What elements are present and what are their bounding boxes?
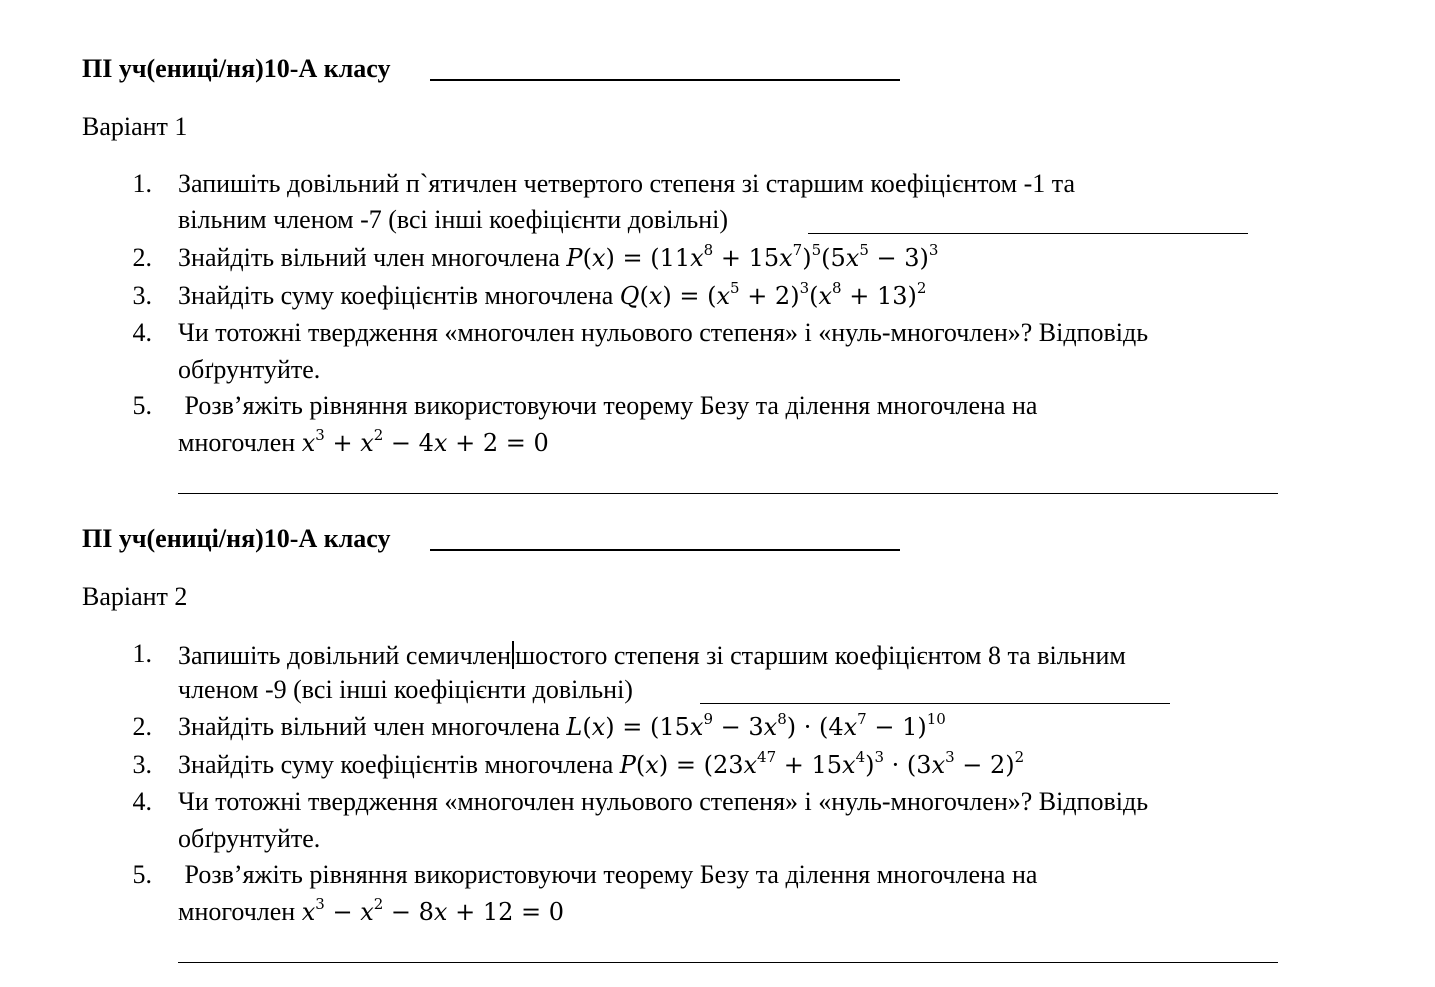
question-2-text: Знайдіть вільний член многочлена (178, 712, 560, 741)
item-number: 4. (132, 787, 152, 816)
item-number: 1. (132, 169, 152, 198)
item-number: 5. (132, 860, 152, 889)
question-3 (178, 748, 1025, 779)
formula: $x^3 + x^2 - 4x + 2 = 0$ (301, 426, 549, 457)
question-2 (178, 710, 946, 741)
question-5-text: многочлен (178, 897, 296, 926)
question-5-line-1: Розв’яжіть рівняння використовуючи теорему Безу та ділення многочлена на (178, 860, 1038, 889)
question-4-line-1: Чи тотожні твердження «многочлен нульового степеня» і «нуль-многочлен»? Відповідь (178, 318, 1149, 347)
variant-title: Варіант 2 (82, 582, 188, 611)
formula: $Q(x) = (x^5 + 2)^3(x^8 + 13)^2$ (619, 279, 927, 310)
question-1-text-a: Запишіть довільний семичлен (178, 641, 512, 670)
question-4-line-1: Чи тотожні твердження «многочлен нульового степеня» і «нуль-многочлен»? Відповідь (178, 787, 1149, 816)
question-3 (178, 279, 927, 310)
formula: $P(x) = (11x^8 + 15x^7)^5(5x^5 - 3)^3$ (566, 241, 939, 272)
text-cursor (512, 641, 514, 669)
item-number: 2. (132, 243, 152, 272)
question-4-line-2: обґрунтуйте. (178, 824, 321, 853)
answer-line[interactable] (178, 493, 1278, 494)
item-number: 3. (132, 281, 152, 310)
item-number: 5. (132, 391, 152, 420)
question-3-text: Знайдіть суму коефіцієнтів многочлена (178, 750, 614, 779)
question-1-line-2: вільним членом -7 (всі інші коефіцієнти довільні) (178, 205, 729, 234)
question-1-line-1: Запишіть довільний п`ятичлен четвертого степеня зі старшим коефіцієнтом -1 та (178, 169, 1075, 198)
question-5-line-2 (178, 895, 565, 926)
question-2 (178, 241, 939, 272)
question-4-line-2: обґрунтуйте. (178, 355, 321, 384)
question-5-text: многочлен (178, 428, 296, 457)
formula: $P(x) = (23x^{47} + 15x^4)^3 \cdot (3x^3 - 2)^2$ (619, 748, 1025, 779)
answer-line[interactable] (178, 962, 1278, 963)
question-2-text: Знайдіть вільний член многочлена (178, 243, 560, 272)
student-name-blank[interactable] (430, 79, 900, 81)
formula: $L(x) = (15x^9 - 3x^8) \cdot (4x^7 - 1)^{10}$ (566, 710, 946, 741)
variant-title: Варіант 1 (82, 112, 188, 141)
question-3-text: Знайдіть суму коефіцієнтів многочлена (178, 281, 614, 310)
answer-blank[interactable] (700, 703, 1170, 704)
item-number: 3. (132, 750, 152, 779)
item-number: 1. (132, 639, 152, 668)
item-number: 2. (132, 712, 152, 741)
question-1-line-2: членом -9 (всі інші коефіцієнти довільні) (178, 675, 633, 704)
answer-blank[interactable] (808, 233, 1248, 234)
question-1-line-1 (178, 641, 1126, 669)
question-5-line-2 (178, 426, 549, 457)
student-name-label: ПІ уч(ениці/ня)10-А класу (82, 54, 391, 83)
question-1-text-b: шостого степеня зі старшим коефіцієнтом 8 та вільним (515, 641, 1126, 670)
question-5-line-1: Розв’яжіть рівняння використовуючи теорему Безу та ділення многочлена на (178, 391, 1038, 420)
student-name-label: ПІ уч(ениці/ня)10-А класу (82, 524, 391, 553)
formula: $x^3 - x^2 - 8x + 12 = 0$ (301, 895, 565, 926)
item-number: 4. (132, 318, 152, 347)
student-name-blank[interactable] (430, 549, 900, 551)
